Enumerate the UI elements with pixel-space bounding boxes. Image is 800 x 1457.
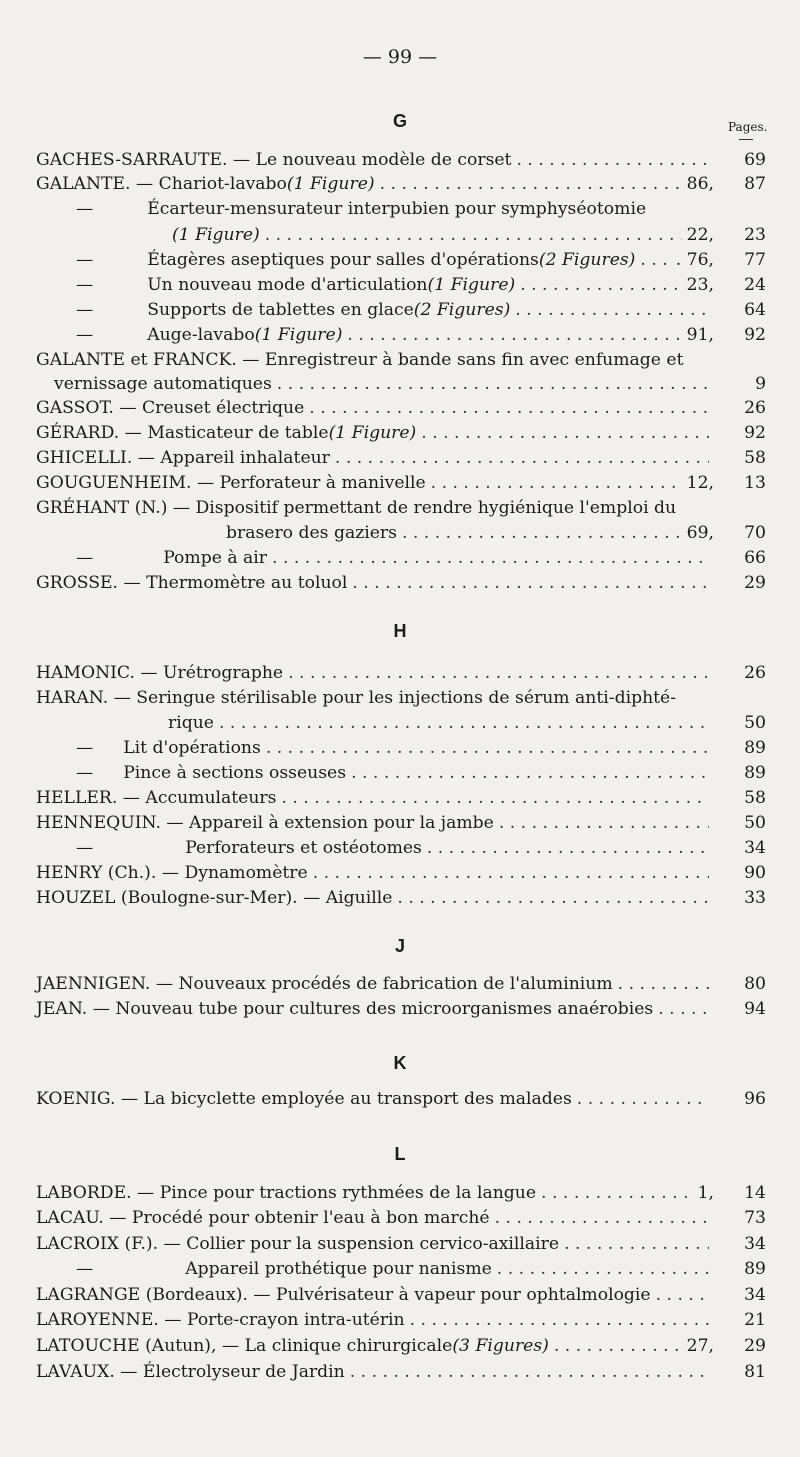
page-ref: 50 — [744, 713, 766, 733]
entry-text: HAMONIC. — Urétrographe — [36, 663, 284, 683]
dot-leader — [495, 1206, 709, 1231]
page-ref: 90 — [744, 863, 766, 883]
entry-text: Appareil prothétique pour nanisme — [185, 1259, 492, 1279]
page-ref: 80 — [744, 974, 766, 994]
ditto-dash: — — [76, 300, 94, 320]
entry-text: JAENNIGEN. — Nouveaux procédés de fabrication de l'aluminium — [36, 974, 613, 994]
index-entry — [36, 1334, 714, 1359]
entry-text: LACROIX (F.). — Collier pour la suspension cervico-axillaire — [36, 1234, 560, 1254]
entry-text: rique — [168, 713, 214, 733]
dot-leader — [497, 1257, 709, 1282]
entry-text: LATOUCHE (Autun), — La clinique chirurgicale — [36, 1336, 453, 1356]
first-page-ref: 69, — [686, 523, 714, 543]
index-entry — [36, 496, 714, 521]
entry-text: LACAU. — Procédé pour obtenir l'eau à bon marché — [36, 1208, 490, 1228]
ditto-dash: — — [76, 1259, 94, 1279]
first-page-ref: 22, — [686, 225, 714, 245]
index-entry — [76, 197, 714, 222]
dot-leader — [658, 997, 709, 1022]
index-entry — [36, 972, 714, 997]
dot-leader — [516, 148, 709, 173]
dot-leader — [335, 446, 709, 471]
dot-leader — [313, 861, 709, 886]
dot-leader — [656, 1283, 709, 1308]
first-page-ref: . 76, — [675, 250, 714, 270]
first-page-ref: 12, — [686, 473, 714, 493]
index-entry — [36, 1360, 714, 1385]
page-ref: 58 — [744, 448, 766, 468]
page-ref: 89 — [744, 738, 766, 758]
dot-leader — [520, 273, 681, 298]
page-ref: 87 — [744, 174, 766, 194]
entry-text: KOENIG. — La bicyclette employée au transport des malades — [36, 1089, 572, 1109]
entry-text: Lit d'opérations — [123, 738, 261, 758]
dot-leader — [272, 546, 709, 571]
page-ref: 96 — [744, 1089, 766, 1109]
dot-leader — [554, 1334, 682, 1359]
pages-column-label: Pages. — [728, 120, 768, 134]
dot-leader — [219, 711, 709, 736]
index-entry — [172, 223, 714, 248]
index-entry — [36, 997, 714, 1022]
entry-text: brasero des gaziers — [226, 523, 397, 543]
index-entry — [36, 1232, 714, 1257]
index-entry — [36, 1206, 714, 1231]
index-entry — [36, 421, 714, 446]
entry-text: HENNEQUIN. — Appareil à extension pour la jambe — [36, 813, 494, 833]
entry-text: GASSOT. — Creuset électrique — [36, 398, 305, 418]
entry-text: Auge-lavabo — [147, 325, 255, 345]
page-ref: 26 — [744, 663, 766, 683]
ditto-dash: — — [76, 275, 94, 295]
entry-text: HELLER. — Accumulateurs — [36, 788, 277, 808]
first-page-ref: 27, — [686, 1336, 714, 1356]
page-ref: 92 — [744, 325, 766, 345]
dot-leader — [288, 661, 709, 686]
first-page-ref: 86, — [686, 174, 714, 194]
section-letter-h: H — [393, 621, 407, 641]
entry-text: Pince à sections osseuses — [123, 763, 347, 783]
ditto-dash: — — [76, 738, 94, 758]
dot-leader — [266, 736, 709, 761]
dot-leader — [421, 421, 709, 446]
page-ref: 23 — [744, 225, 766, 245]
entry-text: GOUGUENHEIM. — Perforateur à manivelle — [36, 473, 426, 493]
index-entry — [76, 298, 714, 323]
index-entry — [36, 886, 714, 911]
page-ref: 64 — [744, 300, 766, 320]
dot-leader — [402, 521, 682, 546]
dot-leader — [410, 1308, 709, 1333]
page-ref: 81 — [744, 1362, 766, 1382]
dot-leader — [281, 786, 709, 811]
ditto-dash: — — [76, 763, 94, 783]
entry-text: Pompe à air — [163, 548, 268, 568]
entry-text: HENRY (Ch.). — Dynamomètre — [36, 863, 308, 883]
dot-leader — [352, 571, 709, 596]
index-entry — [168, 711, 714, 736]
index-entry — [36, 811, 714, 836]
ditto-dash: — — [76, 199, 94, 219]
entry-text: Étagères aseptiques pour salles d'opérations — [147, 250, 539, 270]
entry-text: HOUZEL (Boulogne-sur-Mer). — Aiguille — [36, 888, 393, 908]
index-entry — [36, 661, 714, 686]
page-ref: 77 — [744, 250, 766, 270]
entry-text: vernissage automatiques — [54, 374, 272, 394]
entry-text: GHICELLI. — Appareil inhalateur — [36, 448, 330, 468]
entry-text: GROSSE. — Thermomètre au toluol — [36, 573, 348, 593]
page-number: — 99 — — [362, 46, 438, 68]
index-entry — [36, 1087, 714, 1112]
index-entry — [226, 521, 714, 546]
dot-leader — [397, 886, 709, 911]
section-letter-j: J — [394, 936, 405, 956]
page-ref: 89 — [744, 763, 766, 783]
entry-text: GALANTE. — Chariot-lavabo — [36, 174, 287, 194]
entry-text: GALANTE et FRANCK. — Enregistreur à bande sans fin avec enfumage et — [36, 350, 684, 370]
dot-leader — [380, 172, 682, 197]
entry-text: GÉRARD. — Masticateur de table — [36, 423, 329, 443]
dot-leader — [640, 248, 670, 273]
dot-leader — [309, 396, 709, 421]
first-page-ref: 1, — [697, 1183, 714, 1203]
page-ref: 34 — [744, 1285, 766, 1305]
pages-column-rule — [739, 139, 753, 140]
page-ref: 73 — [744, 1208, 766, 1228]
index-entry — [76, 1257, 714, 1282]
index-entry — [76, 761, 714, 786]
page-ref: 34 — [744, 1234, 766, 1254]
figure-note: (3 Figures) — [452, 1336, 549, 1356]
dot-leader — [499, 811, 709, 836]
entry-text: Écarteur-mensurateur interpubien pour symphyséotomie — [147, 199, 647, 219]
dot-leader — [431, 471, 682, 496]
dot-leader — [350, 1360, 709, 1385]
dot-leader — [277, 372, 709, 397]
dot-leader — [347, 323, 681, 348]
entry-text: GACHES-SARRAUTE. — Le nouveau modèle de corset — [36, 150, 512, 170]
ditto-dash: — — [76, 325, 94, 345]
page-ref: 94 — [744, 999, 766, 1019]
figure-note: (1 Figure) — [254, 325, 343, 345]
page-ref: 33 — [744, 888, 766, 908]
index-entry — [36, 446, 714, 471]
index-entry — [36, 571, 714, 596]
entry-text: JEAN. — Nouveau tube pour cultures des microorganismes anaérobies — [36, 999, 654, 1019]
page-ref: 92 — [744, 423, 766, 443]
entry-text: GRÉHANT (N.) — Dispositif permettant de rendre hygiénique l'emploi du — [36, 498, 677, 518]
index-entry — [36, 861, 714, 886]
entry-text: HARAN. — Seringue stérilisable pour les injections de sérum anti-diphté- — [36, 688, 677, 708]
section-letter-k: K — [393, 1053, 407, 1073]
index-entry — [36, 471, 714, 496]
dot-leader — [515, 298, 709, 323]
entry-text: Un nouveau mode d'articulation — [147, 275, 428, 295]
index-entry — [76, 736, 714, 761]
entry-text: LAROYENNE. — Porte-crayon intra-utérin — [36, 1310, 405, 1330]
dot-leader — [427, 836, 709, 861]
dot-leader — [577, 1087, 709, 1112]
figure-note: (1 Figure) — [427, 275, 516, 295]
ditto-dash: — — [76, 838, 94, 858]
ditto-dash: — — [76, 548, 94, 568]
page-ref: 29 — [744, 573, 766, 593]
index-entry — [36, 148, 714, 173]
dot-leader — [351, 761, 709, 786]
index-entry — [36, 348, 714, 373]
figure-note: (1 Figure) — [286, 174, 375, 194]
page-ref: 89 — [744, 1259, 766, 1279]
dot-leader — [265, 223, 682, 248]
page-ref: 69 — [744, 150, 766, 170]
page-ref: 66 — [744, 548, 766, 568]
entry-text: LABORDE. — Pince pour tractions rythmées de la langue — [36, 1183, 537, 1203]
page-ref: 34 — [744, 838, 766, 858]
page-ref: 26 — [744, 398, 766, 418]
first-page-ref: 91, — [686, 325, 714, 345]
entry-text: Supports de tablettes en glace — [147, 300, 414, 320]
index-entry — [76, 273, 714, 298]
index-entry — [54, 372, 714, 397]
page-ref: 58 — [744, 788, 766, 808]
page-ref: 21 — [744, 1310, 766, 1330]
section-letter-l: L — [394, 1144, 406, 1164]
ditto-dash: — — [76, 250, 94, 270]
index-entry — [36, 1283, 714, 1308]
page-ref: 50 — [744, 813, 766, 833]
first-page-ref: 23, — [686, 275, 714, 295]
index-entry — [76, 836, 714, 861]
index-entry — [36, 786, 714, 811]
page-ref: 24 — [744, 275, 766, 295]
dot-leader — [541, 1181, 693, 1206]
index-entry — [76, 546, 714, 571]
entry-text: LAGRANGE (Bordeaux). — Pulvérisateur à vapeur pour ophtalmologie — [36, 1285, 651, 1305]
index-entry — [76, 323, 714, 348]
figure-note: (1 Figure) — [328, 423, 417, 443]
entry-text: LAVAUX. — Électrolyseur de Jardin — [36, 1362, 345, 1382]
page-ref: 9 — [755, 374, 766, 394]
section-letter-g: G — [392, 111, 407, 131]
page-ref: 70 — [744, 523, 766, 543]
figure-note: (2 Figures) — [413, 300, 511, 320]
index-entry — [36, 1308, 714, 1333]
index-entry — [36, 396, 714, 421]
page-ref: 29 — [744, 1336, 766, 1356]
dot-leader — [564, 1232, 709, 1257]
entry-text: Perforateurs et ostéotomes — [185, 838, 422, 858]
index-entry — [36, 686, 714, 711]
page-ref: 14 — [744, 1183, 766, 1203]
index-entry — [76, 248, 714, 273]
figure-note: (1 Figure) — [172, 225, 260, 245]
figure-note: (2 Figures) — [538, 250, 636, 270]
page-ref: 13 — [744, 473, 766, 493]
index-entry — [36, 1181, 714, 1206]
dot-leader — [618, 972, 709, 997]
index-entry — [36, 172, 714, 197]
